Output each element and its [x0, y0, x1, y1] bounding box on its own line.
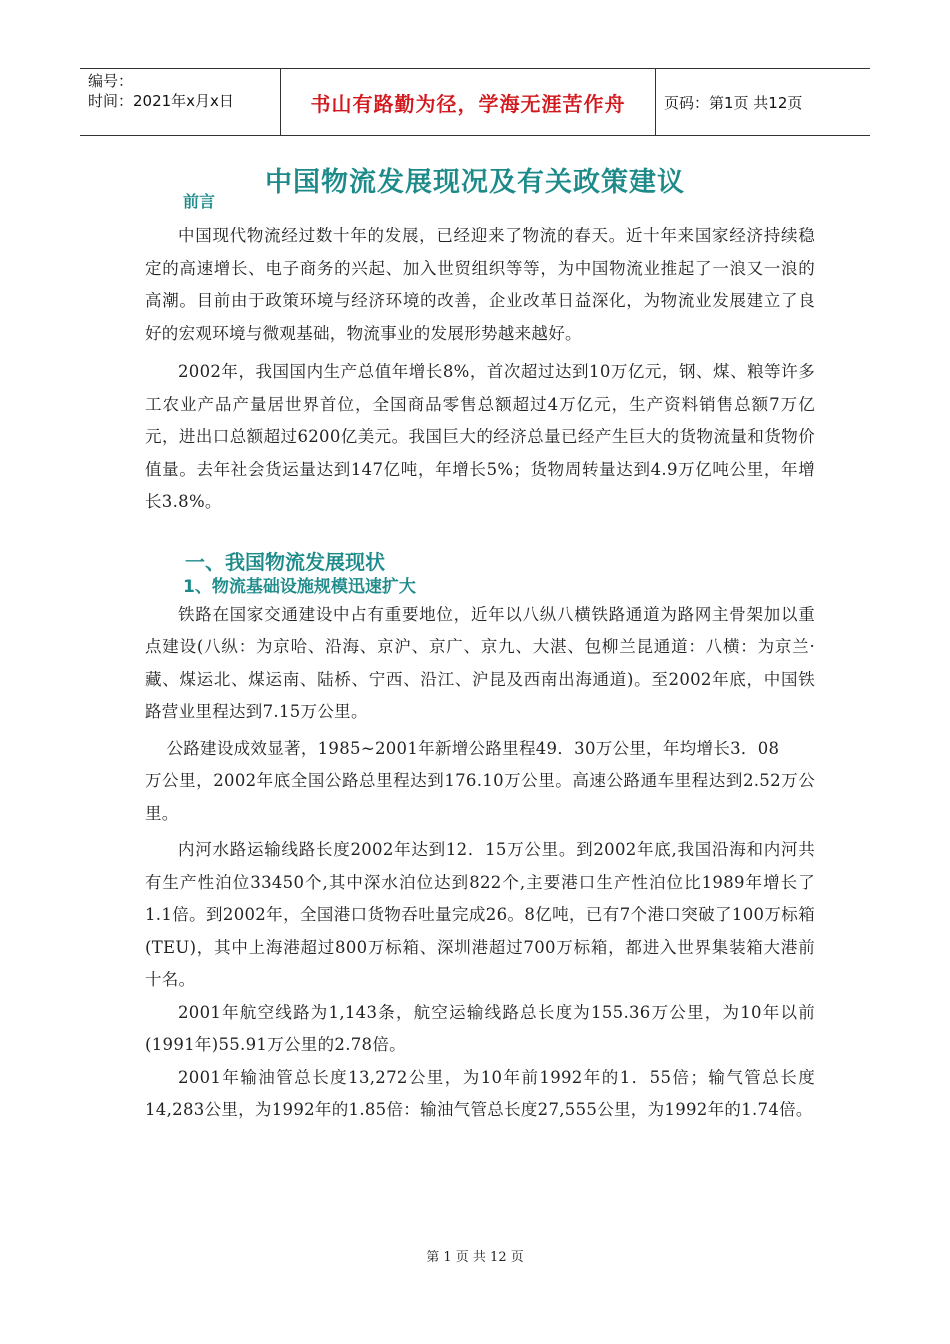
- paragraph-intro: 中国现代物流经过数十年的发展，已经迎来了物流的春天。近十年来国家经济持续稳定的高速增长、电子商务的兴起、加入世贸组织等等，为中国物流业推起了一浪又一浪的高潮。目前由于政策环境与经济环境的改善，企业改革日益深化，为物流业发展建立了良好的宏观环境与微观基础，物流事业的发展形势越来越好。: [145, 226, 815, 343]
- preface-heading: 前言: [183, 192, 216, 211]
- section-heading: 一、我国物流发展现状: [185, 549, 385, 574]
- document-title: 中国物流发展现况及有关政策建议: [265, 167, 685, 198]
- paragraph-economy: 2002年，我国国内生产总值年增长8%，首次超过达到10万亿元，钢、煤、粮等许多工农业产品产量居世界首位，全国商品零售总额超过4万亿元，生产资料销售总额7万亿元，进出口总额超过6200亿美元。我国巨大的经济总量已经产生巨大的货物流量和货物价值量。去年社会货运量达到147亿吨，年增长5%；货物周转量达到4.9万亿吨公里，年增长3.8%。: [145, 362, 815, 511]
- motto-text: 书山有路勤为径，学海无涯苦作舟: [310, 91, 626, 116]
- paragraph-aviation: 2001年航空线路为1,143条，航空运输线路总长度为155.36万公里，为10年以前(1991年)55.91万公里的2.78倍。: [145, 1002, 815, 1054]
- paragraph-waterway: 内河水路运输线路长度2002年达到12．15万公里。到2002年底,我国沿海和内河共有生产性泊位33450个,其中深水泊位达到822个,主要港口生产性泊位比1989年增长了1.1倍。到2002年，全国港口货物吞吐量完成26。8亿吨，已有7个港口突破了100万标箱(TEU)，其中上海港超过800万标箱、深圳港超过700万标箱，都进入世界集装箱大港前十名。: [145, 840, 815, 989]
- time-label: 时间：2021年x月x日: [88, 92, 234, 110]
- document-body: [145, 190, 815, 1127]
- paragraph-highway-a: 公路建设成效显著，1985~2001年新增公路里程49．30万公里，年均增长3．08: [166, 738, 780, 758]
- paragraph-railway: 铁路在国家交通建设中占有重要地位，近年以八纵八横铁路通道为路网主骨架加以重点建设(八纵：为京哈、沿海、京沪、京广、京九、大湛、包柳兰昆通道：八横：为京兰·藏、煤运北、煤运南、陆桥、宁西、沿江、沪昆及西南出海通道)。至2002年底，中国铁路营业里程达到7.15万公里。: [145, 604, 815, 721]
- page-code-text: 页码：第1页 共12页: [664, 93, 803, 112]
- number-label: 编号：: [88, 72, 134, 90]
- page-footer: 第 1 页 共 12 页: [426, 1250, 524, 1265]
- header-page-code: [656, 69, 870, 135]
- paragraph-highway-b: 万公里，2002年底全国公路总里程达到176.10万公里。高速公路通车里程达到2.52万公里。: [145, 771, 815, 823]
- page-header: [80, 68, 870, 136]
- header-motto: [280, 69, 656, 135]
- header-meta: [80, 69, 280, 135]
- subsection-heading: 1、物流基础设施规模迅速扩大: [183, 576, 416, 597]
- paragraph-pipeline: 2001年输油管总长度13,272公里，为10年前1992年的1．55倍；输气管总长度14,283公里，为1992年的1.85倍：输油气管总长度27,555公里，为1992年的1.74倍。: [145, 1067, 815, 1119]
